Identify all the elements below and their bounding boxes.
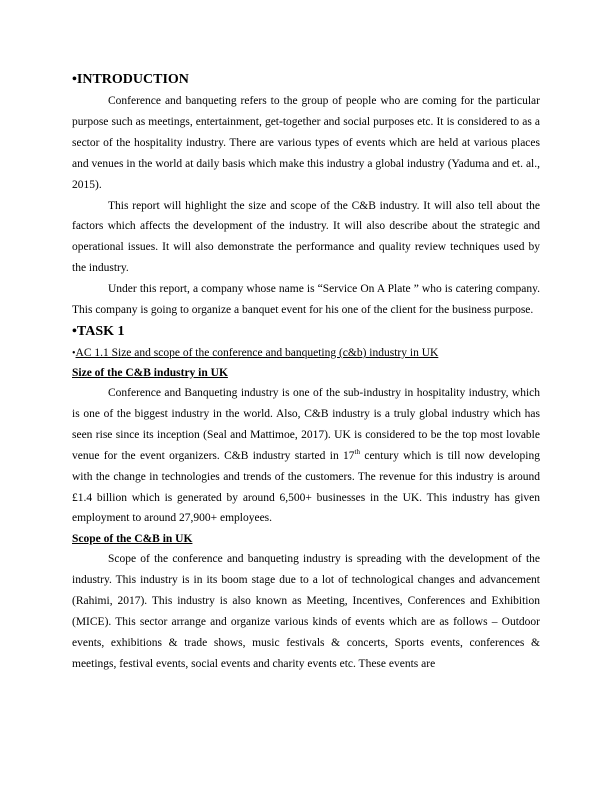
task1-heading [72,322,540,342]
introduction-heading-text: INTRODUCTION [76,72,189,87]
ac-1-1-title-text: AC 1.1 Size and scope of the conference and banqueting (c&b) industry in UK [75,346,439,359]
size-paragraph [72,383,540,529]
introduction-heading [72,70,540,90]
scope-paragraph: Scope of the conference and banqueting industry is spreading with the development of the industry. This industry is in its boom stage due to a lot of technological changes and advancement (Rahimi, 2017). This industry is also known as Meeting, Incentives, Conferences and Exhibition (MICE). This sector arrange and organize various kinds of events which are as follows – Outdoor events, exhibitions & trade shows, music festivals & concerts, Sports events, conferences & meetings, festival events, social events and charity events etc. These events are [72,553,540,670]
size-heading: Size of the C&B industry in UK [72,366,228,379]
document-page [72,70,540,675]
bullet-icon: • [72,72,77,87]
size-paragraph-part-1: Conference and Banqueting industry is one of the sub-industry in hospitality industry, which is one of the biggest industry in the world. Also, C&B industry is a truly global industry which has seen rise since its inception (Seal and Mattimoe, 2017). UK is considered to be the top most lovable venue for the event organizers. C&B industry started in 17 [72,386,540,462]
bullet-icon: • [72,323,77,339]
ac-1-1-title [72,344,540,363]
size-paragraph-part-2: century which is till now developing with the change in technologies and trends of the customers. The revenue for this industry is around £1.4 billion which is generated by around 6,500+ businesses in the UK. This industry has given employment to around 27,900+ employees. [72,449,540,525]
superscript-th: th [354,447,360,456]
task1-heading-text: TASK 1 [76,323,125,339]
intro-paragraph-1: Conference and banqueting refers to the group of people who are coming for the particular purpose such as meetings, entertainment, get-together and social purposes etc. It is considered to as a sector of the hospitality industry. There are various types of events which are held at various places and venues in the world at daily basis which make this industry a global industry (Yaduma and et. al., 2015). [72,95,540,191]
bullet-icon: • [72,347,76,359]
intro-paragraph-3: Under this report, a company whose name is “Service On A Plate ” who is catering company. This company is going to organize a banquet event for his one of the client for the business purpose. [72,283,540,317]
intro-paragraph-2: This report will highlight the size and scope of the C&B industry. It will also tell about the factors which affects the development of the industry. It will also describe about the strategic and operational issues. It will also demonstrate the performance and quality review techniques used by the industry. [72,199,540,275]
scope-heading: Scope of the C&B in UK [72,533,193,546]
